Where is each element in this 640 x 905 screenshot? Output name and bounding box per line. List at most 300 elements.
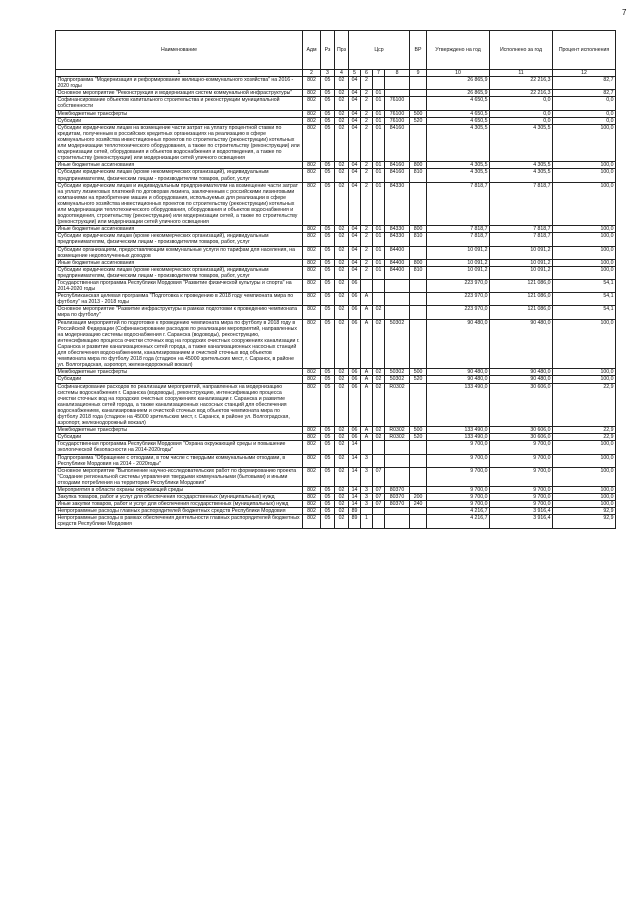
row-prz: 02: [335, 90, 349, 97]
table-row: [56, 226, 616, 233]
row-fact: 90 480,0: [490, 376, 553, 383]
row-rz: 05: [321, 246, 335, 259]
row-plan: 7 818,7: [427, 233, 490, 246]
row-csr-1: 06: [349, 383, 361, 427]
row-fact: 9 700,0: [490, 467, 553, 486]
row-csr-4: 84160: [385, 162, 410, 169]
row-plan: 9 700,0: [427, 454, 490, 467]
row-vr: [410, 246, 427, 259]
row-vr: 240: [410, 501, 427, 508]
table-row: [56, 97, 616, 110]
row-name: Мероприятия в области охраны окружающей среды: [56, 487, 303, 494]
row-adm: 802: [303, 508, 321, 515]
row-csr-3: 02: [373, 306, 385, 319]
row-csr-4: 76100: [385, 110, 410, 117]
row-csr-2: А: [361, 306, 373, 319]
row-adm: 802: [303, 90, 321, 97]
row-name: Иные бюджетные ассигнования: [56, 162, 303, 169]
row-prz: 02: [335, 467, 349, 486]
row-adm: 802: [303, 182, 321, 226]
row-csr-2: 2: [361, 169, 373, 182]
row-percent: 82,7: [553, 90, 616, 97]
row-csr-2: 3: [361, 501, 373, 508]
row-csr-3: 02: [373, 434, 385, 441]
row-vr: [410, 441, 427, 454]
row-fact: 0,0: [490, 110, 553, 117]
row-csr-1: 14: [349, 501, 361, 508]
row-rz: 05: [321, 90, 335, 97]
row-vr: 500: [410, 427, 427, 434]
row-vr: [410, 515, 427, 528]
row-rz: 05: [321, 501, 335, 508]
row-csr-1: 14: [349, 494, 361, 501]
row-prz: 02: [335, 169, 349, 182]
index-cell: 12: [553, 70, 616, 77]
row-percent: 100,0: [553, 467, 616, 486]
row-csr-2: 2: [361, 110, 373, 117]
row-percent: 100,0: [553, 501, 616, 508]
row-name: Софинансирование расходов по реализации мероприятий, направленных на модернизацию системы водоснабжения г. Саранска (водоводы), реконструкцию, интенсификацию процесса очистки сточных вод на городских очистных сооружениях канализации г. Саранска и развитие канализационных сетей города, а также канализационных насосных станций для обеспечения водоснабжением, канализированием и очисткой сточных вод объектов чемпионата мира по футболу 2018 года (стадион на 45000 зрительских мест, г. Саранск, в районе ул. Волгоградская, аэропорт, железнодорожный вокзал): [56, 383, 303, 427]
row-csr-3: [373, 515, 385, 528]
row-name: Субсидии: [56, 376, 303, 383]
row-rz: 05: [321, 427, 335, 434]
index-cell: 7: [373, 70, 385, 77]
row-csr-4: [385, 508, 410, 515]
row-plan: 4 650,5: [427, 97, 490, 110]
row-csr-1: 14: [349, 441, 361, 454]
row-csr-1: 04: [349, 182, 361, 226]
row-rz: 05: [321, 434, 335, 441]
row-adm: 802: [303, 376, 321, 383]
table-row: [56, 434, 616, 441]
row-percent: 100,0: [553, 226, 616, 233]
row-vr: [410, 124, 427, 162]
row-fact: 3 916,4: [490, 515, 553, 528]
table-row: [56, 319, 616, 369]
row-csr-2: А: [361, 293, 373, 306]
row-plan: 223 970,0: [427, 293, 490, 306]
row-fact: 4 305,5: [490, 162, 553, 169]
row-percent: 22,9: [553, 383, 616, 427]
table-row: [56, 266, 616, 279]
row-percent: 82,7: [553, 77, 616, 90]
row-csr-3: 01: [373, 246, 385, 259]
row-fact: 30 606,0: [490, 434, 553, 441]
row-percent: 100,0: [553, 162, 616, 169]
row-vr: 500: [410, 110, 427, 117]
row-rz: 05: [321, 226, 335, 233]
row-csr-1: 89: [349, 515, 361, 528]
row-plan: 10 091,2: [427, 259, 490, 266]
row-percent: 92,9: [553, 515, 616, 528]
row-percent: 100,0: [553, 233, 616, 246]
budget-table: [55, 30, 616, 529]
row-csr-4: 50302: [385, 376, 410, 383]
row-plan: 9 700,0: [427, 494, 490, 501]
row-plan: 223 970,0: [427, 280, 490, 293]
row-rz: 05: [321, 383, 335, 427]
row-adm: 802: [303, 124, 321, 162]
row-prz: 02: [335, 427, 349, 434]
row-name: Основное мероприятие "Реконструкция и модернизация систем коммунальной инфраструктуры": [56, 90, 303, 97]
row-fact: 9 700,0: [490, 494, 553, 501]
index-cell: 10: [427, 70, 490, 77]
row-name: Основное мероприятие "Выполнение научно-исследовательских работ по формированию проекта "Создание региональной системы управления твердыми коммунальными (бытовыми) и иными отходами потребления на территории Республики Мордовия": [56, 467, 303, 486]
row-adm: 802: [303, 306, 321, 319]
row-adm: 802: [303, 117, 321, 124]
row-csr-4: 84400: [385, 259, 410, 266]
row-prz: 02: [335, 293, 349, 306]
row-rz: 05: [321, 233, 335, 246]
row-csr-1: 04: [349, 162, 361, 169]
row-vr: 810: [410, 233, 427, 246]
table-row: [56, 494, 616, 501]
row-csr-3: 01: [373, 117, 385, 124]
index-cell: 11: [490, 70, 553, 77]
row-percent: 100,0: [553, 376, 616, 383]
row-prz: 02: [335, 110, 349, 117]
row-name: Софинансирование объектов капитального строительства и реконструкции муниципальной собственности: [56, 97, 303, 110]
row-csr-4: 76100: [385, 97, 410, 110]
row-csr-4: 84330: [385, 233, 410, 246]
row-vr: [410, 454, 427, 467]
row-csr-3: 02: [373, 319, 385, 369]
row-csr-1: 04: [349, 226, 361, 233]
row-csr-1: 04: [349, 117, 361, 124]
row-name: Закупка товаров, работ и услуг для обеспечения государственных (муниципальных) нужд: [56, 494, 303, 501]
row-fact: 22 216,3: [490, 90, 553, 97]
row-plan: 4 216,7: [427, 508, 490, 515]
row-rz: 05: [321, 169, 335, 182]
row-prz: 02: [335, 515, 349, 528]
row-adm: 802: [303, 319, 321, 369]
row-name: Субсидии организациям, предоставляющим коммунальные услуги по тарифам для населения, на возмещение недополученных доходов: [56, 246, 303, 259]
row-csr-4: [385, 515, 410, 528]
row-csr-3: 01: [373, 90, 385, 97]
row-prz: 02: [335, 226, 349, 233]
row-percent: 100,0: [553, 454, 616, 467]
row-rz: 05: [321, 259, 335, 266]
row-adm: 802: [303, 266, 321, 279]
header-plan: Утверждено на год: [427, 31, 490, 70]
row-rz: 05: [321, 110, 335, 117]
table-row: [56, 508, 616, 515]
row-csr-3: 07: [373, 467, 385, 486]
table-row: [56, 182, 616, 226]
index-cell: 8: [385, 70, 410, 77]
row-fact: 121 086,0: [490, 293, 553, 306]
row-csr-2: А: [361, 319, 373, 369]
row-csr-4: [385, 454, 410, 467]
row-name: Подпрограмма "Обращение с отходами, в том числе с твердыми коммунальными отходами, в Республике Мордовия на 2014 - 2020годы": [56, 454, 303, 467]
row-name: Подпрограмма "Модернизация и реформирование жилищно-коммунального хозяйства" на 2016 - 2020 годы: [56, 77, 303, 90]
row-adm: 802: [303, 494, 321, 501]
row-csr-1: 06: [349, 369, 361, 376]
row-name: Иные бюджетные ассигнования: [56, 259, 303, 266]
row-rz: 05: [321, 306, 335, 319]
table-row: [56, 124, 616, 162]
row-csr-4: R0302: [385, 427, 410, 434]
row-csr-3: 07: [373, 501, 385, 508]
row-vr: [410, 280, 427, 293]
row-csr-2: 3: [361, 467, 373, 486]
row-csr-3: 01: [373, 233, 385, 246]
row-adm: 802: [303, 487, 321, 494]
row-percent: 100,0: [553, 246, 616, 259]
row-name: Государственная программа Республики Мордовия "Охрана окружающей среды и повышение экологической безопасности на 2014-2020годы": [56, 441, 303, 454]
row-plan: 4 305,5: [427, 124, 490, 162]
table-row: [56, 162, 616, 169]
row-vr: [410, 383, 427, 427]
row-prz: 02: [335, 487, 349, 494]
row-rz: 05: [321, 467, 335, 486]
row-plan: 9 700,0: [427, 487, 490, 494]
row-vr: 200: [410, 494, 427, 501]
table-row: [56, 376, 616, 383]
row-csr-2: 2: [361, 77, 373, 90]
row-fact: 9 700,0: [490, 487, 553, 494]
row-vr: [410, 90, 427, 97]
header-pct: Процент исполнения: [553, 31, 616, 70]
row-csr-4: 84400: [385, 266, 410, 279]
row-name: Субсидии: [56, 117, 303, 124]
row-name: Межбюджетные трансферты: [56, 110, 303, 117]
row-fact: 30 606,0: [490, 427, 553, 434]
row-csr-4: 84160: [385, 124, 410, 162]
row-plan: 26 865,9: [427, 77, 490, 90]
table-row: [56, 117, 616, 124]
row-prz: 02: [335, 182, 349, 226]
row-plan: 4 305,5: [427, 169, 490, 182]
row-adm: 802: [303, 293, 321, 306]
row-adm: 802: [303, 233, 321, 246]
row-vr: [410, 77, 427, 90]
row-name: Непрограммные расходы в рамках обеспечения деятельности главных распорядителей бюджетных средств Республики Мордовия: [56, 515, 303, 528]
row-csr-3: 02: [373, 383, 385, 427]
row-vr: 520: [410, 434, 427, 441]
row-prz: 02: [335, 266, 349, 279]
row-csr-3: 01: [373, 169, 385, 182]
row-rz: 05: [321, 266, 335, 279]
row-name: Межбюджетные трансферты: [56, 427, 303, 434]
row-percent: 100,0: [553, 494, 616, 501]
row-vr: 520: [410, 376, 427, 383]
row-prz: 02: [335, 434, 349, 441]
row-prz: 02: [335, 280, 349, 293]
row-csr-3: 07: [373, 487, 385, 494]
row-plan: 9 700,0: [427, 501, 490, 508]
row-vr: [410, 508, 427, 515]
table-row: [56, 454, 616, 467]
header-adm: Адм: [303, 31, 321, 70]
row-adm: 802: [303, 110, 321, 117]
row-csr-4: [385, 90, 410, 97]
row-csr-4: 84330: [385, 226, 410, 233]
row-percent: 0,0: [553, 110, 616, 117]
row-rz: 05: [321, 162, 335, 169]
row-csr-4: R0302: [385, 434, 410, 441]
row-vr: 800: [410, 226, 427, 233]
row-name: Республиканская целевая программа "Подготовка к проведению в 2018 году чемпионата мира по футболу" на 2013 - 2018 годы: [56, 293, 303, 306]
row-percent: 100,0: [553, 487, 616, 494]
table-row: [56, 293, 616, 306]
row-fact: 0,0: [490, 97, 553, 110]
row-csr-3: [373, 77, 385, 90]
row-fact: 7 818,7: [490, 226, 553, 233]
row-csr-2: 2: [361, 246, 373, 259]
row-csr-1: 06: [349, 427, 361, 434]
row-csr-3: 01: [373, 226, 385, 233]
row-prz: 02: [335, 494, 349, 501]
row-csr-2: 2: [361, 162, 373, 169]
page-number: 7: [622, 8, 627, 17]
row-adm: 802: [303, 162, 321, 169]
row-csr-1: 89: [349, 508, 361, 515]
row-rz: 05: [321, 117, 335, 124]
row-csr-4: [385, 441, 410, 454]
row-csr-2: 2: [361, 97, 373, 110]
table-row: [56, 467, 616, 486]
row-prz: 02: [335, 233, 349, 246]
row-fact: 4 305,5: [490, 124, 553, 162]
row-plan: 90 480,0: [427, 369, 490, 376]
row-csr-1: 04: [349, 169, 361, 182]
row-fact: 4 305,5: [490, 169, 553, 182]
row-plan: 4 650,5: [427, 117, 490, 124]
row-vr: [410, 293, 427, 306]
index-cell: 3: [321, 70, 335, 77]
row-fact: 90 480,0: [490, 369, 553, 376]
row-plan: 133 490,0: [427, 434, 490, 441]
row-csr-2: А: [361, 434, 373, 441]
row-percent: 100,0: [553, 259, 616, 266]
row-csr-2: [361, 508, 373, 515]
row-csr-3: 02: [373, 427, 385, 434]
row-fact: 121 086,0: [490, 280, 553, 293]
row-plan: 9 700,0: [427, 467, 490, 486]
row-csr-1: 04: [349, 90, 361, 97]
row-prz: 02: [335, 319, 349, 369]
row-percent: 22,9: [553, 434, 616, 441]
row-csr-3: 07: [373, 494, 385, 501]
row-prz: 02: [335, 97, 349, 110]
row-csr-1: 04: [349, 110, 361, 117]
header-row: [56, 31, 616, 70]
row-csr-2: [361, 280, 373, 293]
table-row: [56, 280, 616, 293]
row-prz: 02: [335, 124, 349, 162]
row-name: Межбюджетные трансферты: [56, 369, 303, 376]
row-name: Субсидии юридическим лицам на возмещение части затрат на уплату процентной ставки по кредитам, полученным в российских кредитных организациях на реализацию в сфере коммунального хозяйства инвестиционных проектов по строительству (реконструкции) котельных или модернизации теплотехнического оборудования, а также по строительству (реконструкции) или модернизации сетей, оборудования и объектов водоснабжения и водоотведения, а также по строительству (реконструкции) или модернизации сетей уличного освещения: [56, 124, 303, 162]
row-vr: [410, 306, 427, 319]
row-adm: 802: [303, 501, 321, 508]
row-percent: 54,1: [553, 293, 616, 306]
row-percent: 54,1: [553, 306, 616, 319]
row-csr-4: 80370: [385, 501, 410, 508]
row-csr-4: [385, 77, 410, 90]
row-plan: 7 818,7: [427, 182, 490, 226]
table-row: [56, 441, 616, 454]
row-csr-2: [361, 441, 373, 454]
table-row: [56, 369, 616, 376]
row-fact: 9 700,0: [490, 501, 553, 508]
row-csr-2: 3: [361, 454, 373, 467]
row-prz: 02: [335, 162, 349, 169]
row-csr-3: 01: [373, 182, 385, 226]
row-csr-4: 80370: [385, 494, 410, 501]
row-percent: 100,0: [553, 369, 616, 376]
row-csr-1: 14: [349, 487, 361, 494]
row-vr: [410, 319, 427, 369]
row-plan: 10 091,2: [427, 266, 490, 279]
row-fact: 9 700,0: [490, 454, 553, 467]
header-vr: ВР: [410, 31, 427, 70]
row-percent: 100,0: [553, 124, 616, 162]
row-rz: 05: [321, 182, 335, 226]
row-vr: 800: [410, 259, 427, 266]
row-prz: 02: [335, 508, 349, 515]
row-csr-3: 01: [373, 110, 385, 117]
table-row: [56, 77, 616, 90]
row-csr-1: 06: [349, 319, 361, 369]
row-csr-4: 80370: [385, 487, 410, 494]
index-cell: 1: [56, 70, 303, 77]
row-rz: 05: [321, 293, 335, 306]
row-percent: 100,0: [553, 319, 616, 369]
row-csr-2: 3: [361, 487, 373, 494]
row-fact: 3 916,4: [490, 508, 553, 515]
row-adm: 802: [303, 259, 321, 266]
table-row: [56, 306, 616, 319]
row-csr-2: 2: [361, 266, 373, 279]
table-row: [56, 259, 616, 266]
row-vr: 520: [410, 117, 427, 124]
row-prz: 02: [335, 77, 349, 90]
row-csr-3: 01: [373, 162, 385, 169]
row-csr-3: 01: [373, 259, 385, 266]
row-name: Субсидии юридическим лицам и индивидуальным предпринимателям на возмещение части затрат на уплату лизинговых платежей по договорам лизинга, заключенным с российскими лизинговыми компаниями на приобретение машин и оборудования, используемых для реализации в сфере коммунального хозяйства инвестиционных проектов по строительству (реконструкции) котельных или модернизации теплотехнического оборудования, оборудования и объектов водоснабжения и водоотведения, строительству (реконструкции) или модернизации сетей, а также по строительству (реконструкции) или модернизации сетей уличного освещения: [56, 182, 303, 226]
row-name: Иные бюджетные ассигнования: [56, 226, 303, 233]
header-prz: Прз: [335, 31, 349, 70]
row-plan: 133 490,0: [427, 383, 490, 427]
row-name: Субсидии юридическим лицам (кроме некоммерческих организаций), индивидуальным предпринимателям, физическим лицам - производителям товаров, работ, услуг: [56, 169, 303, 182]
row-plan: 7 818,7: [427, 226, 490, 233]
table-body: [56, 77, 616, 528]
row-adm: 802: [303, 515, 321, 528]
row-vr: 500: [410, 369, 427, 376]
row-vr: [410, 182, 427, 226]
header-name: Наименование: [56, 31, 303, 70]
row-name: Основное мероприятие "Развитие инфраструктуры в рамках подготовки к проведению чемпионата мира по футболу": [56, 306, 303, 319]
row-csr-1: 06: [349, 376, 361, 383]
row-csr-1: 06: [349, 280, 361, 293]
table-row: [56, 487, 616, 494]
row-csr-1: 04: [349, 259, 361, 266]
row-prz: 02: [335, 259, 349, 266]
row-rz: 05: [321, 319, 335, 369]
row-csr-4: [385, 306, 410, 319]
row-csr-2: 2: [361, 117, 373, 124]
row-csr-4: [385, 467, 410, 486]
row-csr-3: [373, 280, 385, 293]
row-csr-3: 02: [373, 376, 385, 383]
row-adm: 802: [303, 226, 321, 233]
row-adm: 802: [303, 383, 321, 427]
table-row: [56, 383, 616, 427]
row-csr-3: 01: [373, 124, 385, 162]
table-row: [56, 90, 616, 97]
row-adm: 802: [303, 467, 321, 486]
